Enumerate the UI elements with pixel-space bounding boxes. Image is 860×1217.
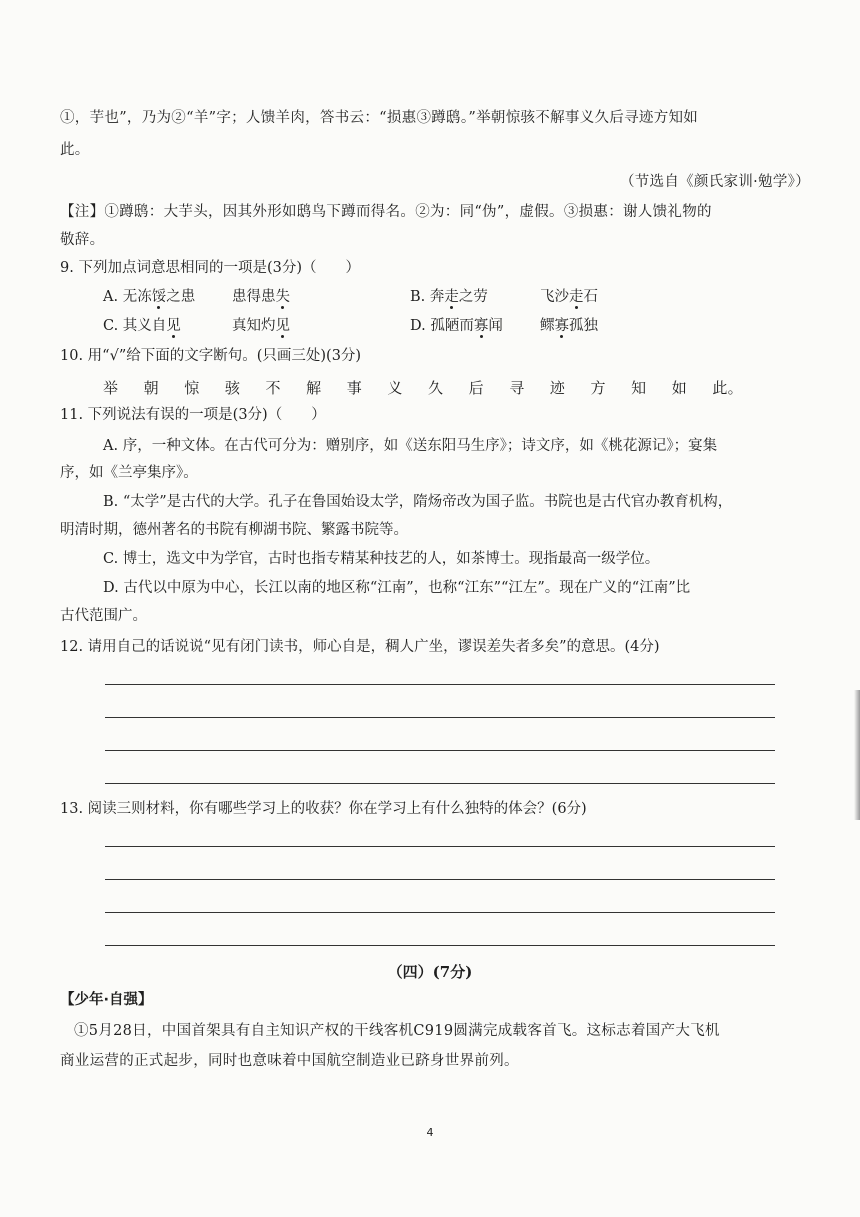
passage-char: 此。 [712, 379, 743, 397]
passage-char: 义 [387, 379, 403, 397]
passage-char: 方 [590, 379, 606, 397]
option-text: 之劳 [458, 289, 488, 305]
passage-source: （节选自《颜氏家训·勉学》） [619, 174, 810, 190]
q9-option-b[interactable] [410, 287, 488, 307]
answer-line[interactable] [105, 912, 775, 913]
question-13-stem: 13. 阅读三则材料，你有哪些学习上的收获？你在学习上有什么独特的体会？(6分) [60, 801, 587, 817]
q11-option-d-cont: 古代范围广。 [60, 608, 147, 624]
answer-line[interactable] [105, 846, 775, 847]
passage-char: 久 [428, 379, 444, 397]
q9-option-c-pair [232, 316, 290, 336]
dotted-char: 失 [275, 289, 290, 305]
answer-line[interactable] [105, 717, 775, 718]
passage-char: 知 [631, 379, 647, 397]
q9-option-a-pair [232, 287, 290, 307]
passage-char: 事 [346, 379, 363, 397]
option-text: 鳏 [540, 318, 555, 334]
dotted-char: 寡 [473, 318, 489, 334]
dotted-char: 走 [569, 289, 584, 305]
q11-option-c[interactable]: C. 博士，选文中为学官，古时也指专精某种技艺的人，如茶博士。现指最高一级学位。 [103, 551, 660, 567]
q11-option-d[interactable]: D. 古代以中原为中心，长江以南的地区称“江南”，也称“江东”“江左”。现在广义的“江南”比 [103, 580, 691, 596]
scan-edge-shadow [854, 690, 860, 820]
q9-option-a[interactable] [103, 287, 195, 307]
q11-option-b[interactable]: B. “太学”是古代的大学。孔子在鲁国始设太学，隋炀帝改为国子监。书院也是古代官办教育机构， [103, 494, 733, 510]
material-paragraph: ①5月28日，中国首架具有自主知识产权的干线客机C919圆满完成载客首飞。这标志着国产大飞机 [74, 1023, 720, 1039]
q11-option-b-cont: 明清时期，德州著名的书院有柳湖书院、繁露书院等。 [60, 522, 408, 538]
option-text: A. 无冻 [103, 289, 152, 305]
passage-char: 寻 [509, 379, 525, 397]
option-text: 石 [583, 289, 598, 305]
passage-char: 迹 [549, 379, 566, 397]
option-text: 飞沙 [540, 289, 569, 305]
passage-note: 敬辞。 [60, 232, 105, 248]
dotted-char: 走 [444, 289, 459, 305]
q9-option-d[interactable] [410, 316, 503, 336]
passage-char: 解 [306, 379, 322, 397]
punctuation-passage[interactable] [103, 378, 743, 398]
dotted-char: 见 [166, 318, 181, 334]
passage-char: 骇 [224, 379, 241, 397]
option-text: 闻 [488, 318, 503, 334]
option-text: 真知灼 [232, 318, 276, 334]
answer-line[interactable] [105, 783, 775, 784]
material-paragraph: 商业运营的正式起步，同时也意味着中国航空制造业已跻身世界前列。 [60, 1053, 519, 1069]
passage-char: 不 [265, 379, 281, 397]
q9-option-c[interactable] [103, 316, 181, 336]
passage-char: 如 [671, 379, 688, 397]
option-text: C. 其义自 [103, 318, 167, 334]
question-9-stem: 9. 下列加点词意思相同的一项是(3分)（ ） [60, 260, 360, 276]
passage-note: 【注】①蹲鸱：大芋头，因其外形如鸱鸟下蹲而得名。②为：同“伪”，虚假。③损惠：谢人馈礼物的 [60, 204, 712, 220]
answer-line[interactable] [105, 684, 775, 685]
section-title: （四）(7分) [387, 963, 473, 981]
question-10-stem: 10. 用“√”给下面的文字断句。(只画三处)(3分) [60, 348, 362, 364]
dotted-char: 见 [275, 318, 290, 334]
option-text: D. 孤陋而 [410, 318, 474, 334]
option-text: B. 奔 [410, 289, 445, 305]
passage-char: 举 [103, 379, 119, 397]
passage-line: ①，芋也”，乃为②“羊”字；人馈羊肉，答书云：“损惠③蹲鸱。”举朝惊骇不解事义久后寻迹方知如 [60, 110, 699, 126]
answer-line[interactable] [105, 750, 775, 751]
dotted-char: 馁 [151, 289, 167, 305]
question-12-stem: 12. 请用自己的话说说“见有闭门读书，师心自是，稠人广坐，谬误差失者多矣”的意思。(4分) [60, 639, 660, 655]
dotted-char: 寡 [554, 318, 569, 334]
q9-option-b-pair [540, 287, 598, 307]
q11-option-a-cont: 序，如《兰亭集序》。 [60, 465, 198, 481]
option-text: 之患 [166, 289, 196, 305]
option-text: 患得患 [232, 289, 276, 305]
question-11-stem: 11. 下列说法有误的一项是(3分)（ ） [60, 407, 326, 423]
passage-char: 惊 [184, 379, 200, 397]
passage-char: 朝 [143, 379, 159, 397]
passage-line: 此。 [60, 142, 90, 158]
section-heading: 【少年·自强】 [60, 992, 153, 1008]
passage-char: 后 [468, 379, 484, 397]
answer-line[interactable] [105, 945, 775, 946]
page-number: 4 [426, 1126, 434, 1139]
q11-option-a[interactable]: A. 序，一种文体。在古代可分为：赠别序，如《送东阳马生序》；诗文序，如《桃花源记》；宴集 [103, 438, 718, 454]
answer-line[interactable] [105, 879, 775, 880]
option-text: 孤独 [569, 318, 598, 334]
q9-option-d-pair [540, 316, 598, 336]
